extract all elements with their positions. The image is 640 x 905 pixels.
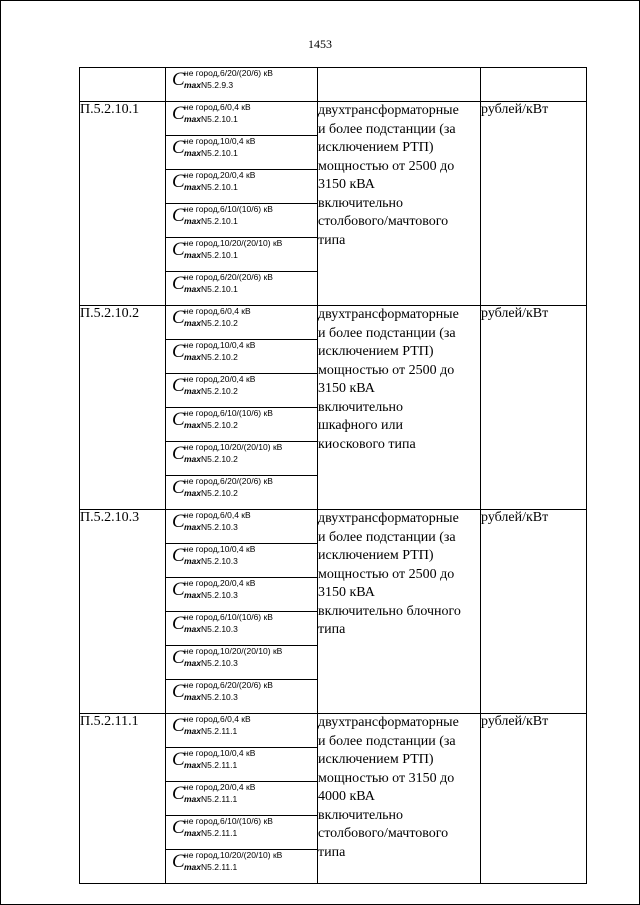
table-row-continued xyxy=(80,68,587,102)
formula: C не город,6/10/(10/6) кВ maxN5.2.10.2 xyxy=(172,408,273,430)
formula-subscript xyxy=(184,591,238,600)
formula-superscript: не город,6/20/(20/6) кВ xyxy=(184,476,273,486)
formula-cell xyxy=(166,612,318,646)
description-line: шкафного или xyxy=(318,418,404,433)
formula-cell xyxy=(166,476,318,510)
formula-cell xyxy=(166,782,318,816)
table-row xyxy=(80,714,587,748)
formula-subscript-max: max xyxy=(184,182,202,192)
formula-subscript xyxy=(184,115,238,124)
formula-subscript xyxy=(184,523,238,532)
description-line: исключением РТП) xyxy=(318,140,434,155)
description-line: 3150 кВА xyxy=(318,381,375,396)
formula-subscript-index: N5.2.10.1 xyxy=(201,216,238,226)
description-line: 3150 кВА xyxy=(318,585,375,600)
unit-cell-empty xyxy=(481,68,587,102)
formula-subscript-max: max xyxy=(184,828,202,838)
unit-cell: рублей/кВт xyxy=(481,102,587,306)
formula: C не город,10/0,4 кВ maxN5.2.10.1 xyxy=(172,136,256,158)
formula-superscript: не город,6/10/(10/6) кВ xyxy=(184,816,273,826)
description-cell xyxy=(318,714,481,884)
formula-superscript: не город,6/0,4 кВ xyxy=(184,306,251,316)
formula: C не город,6/20/(20/6) кВ maxN5.2.10.2 xyxy=(172,476,273,498)
formula: C не город,6/10/(10/6) кВ maxN5.2.10.1 xyxy=(172,204,273,226)
description-line: и более подстанции (за xyxy=(318,733,456,749)
description-line: исключением РТП) xyxy=(318,548,434,563)
formula: C не город,6/10/(10/6) кВ maxN5.2.11.1 xyxy=(172,816,273,838)
formula-cell xyxy=(166,680,318,714)
formula-superscript: не город,6/10/(10/6) кВ xyxy=(184,612,273,622)
formula-subscript-index: N5.2.10.2 xyxy=(201,420,238,430)
formula-subscript-max: max xyxy=(184,760,202,770)
formula-cell xyxy=(166,748,318,782)
formula-subscript xyxy=(184,795,237,804)
description-line: типа xyxy=(318,622,346,637)
formula-superscript: не город,20/0,4 кВ xyxy=(184,782,256,792)
formula-cell xyxy=(166,850,318,884)
description-line: двухтрансформаторные xyxy=(318,511,459,526)
unit-cell: рублей/кВт xyxy=(481,306,587,510)
formula: C не город,20/0,4 кВ maxN5.2.10.1 xyxy=(172,170,256,192)
description-line: мощностью от 2500 до xyxy=(318,158,455,174)
formula-subscript xyxy=(184,353,238,362)
description-line: мощностью от 2500 до xyxy=(318,362,455,378)
formula: C не город,6/0,4 кВ maxN5.2.11.1 xyxy=(172,714,251,736)
formula-subscript xyxy=(184,81,233,90)
formula-subscript-index: N5.2.10.2 xyxy=(201,318,238,328)
formula-superscript: не город,6/20/(20/6) кВ xyxy=(184,68,273,78)
formula: C не город,6/10/(10/6) кВ maxN5.2.10.3 xyxy=(172,612,273,634)
formula-subscript-max: max xyxy=(184,794,202,804)
description-line: исключением РТП) xyxy=(318,344,434,359)
description-line: 4000 кВА xyxy=(318,789,375,804)
formula-subscript-max: max xyxy=(184,692,202,702)
formula-superscript: не город,10/20/(20/10) кВ xyxy=(184,238,283,248)
formula: C не город,6/20/(20/6) кВ maxN5.2.10.3 xyxy=(172,680,273,702)
formula-subscript-index: N5.2.11.1 xyxy=(201,794,238,804)
formula-subscript xyxy=(184,217,238,226)
formula-cell xyxy=(166,442,318,476)
formula-subscript xyxy=(184,421,238,430)
description-line: исключением РТП) xyxy=(318,752,434,767)
formula-subscript xyxy=(184,659,238,668)
description-line: включительно xyxy=(318,399,404,415)
formula-subscript-max: max xyxy=(184,454,202,464)
description-line: включительно xyxy=(318,807,404,823)
description-line: двухтрансформаторные xyxy=(318,103,459,118)
formula-subscript-index: N5.2.10.3 xyxy=(201,556,238,566)
description-line: типа xyxy=(318,844,346,860)
formula: C не город,6/20/(20/6) кВ maxN5.2.10.1 xyxy=(172,272,273,294)
formula: C не город,20/0,4 кВ maxN5.2.10.2 xyxy=(172,374,256,396)
formula-subscript-max: max xyxy=(184,420,202,430)
formula: C не город,10/0,4 кВ maxN5.2.10.2 xyxy=(172,340,256,362)
description-line: мощностью от 3150 до xyxy=(318,770,455,786)
page-number: 1453 xyxy=(308,37,332,51)
formula-subscript-max: max xyxy=(184,522,202,532)
formula-subscript-index: N5.2.10.1 xyxy=(201,182,238,192)
formula-cell xyxy=(166,714,318,748)
formula-subscript-max: max xyxy=(184,250,202,260)
formula: C не город,10/20/(20/10) кВ maxN5.2.10.3 xyxy=(172,646,283,668)
description-line: мощностью от 2500 до xyxy=(318,566,455,582)
formula-cell xyxy=(166,374,318,408)
formula-cell xyxy=(166,136,318,170)
formula-subscript xyxy=(184,557,238,566)
formula-superscript: не город,10/20/(20/10) кВ xyxy=(184,646,283,656)
formula-subscript xyxy=(184,489,238,498)
formula-subscript-max: max xyxy=(184,148,202,158)
description-line: включительно xyxy=(318,195,404,211)
formula-subscript-max: max xyxy=(184,284,202,294)
formula-subscript-max: max xyxy=(184,862,202,872)
formula-cell xyxy=(166,544,318,578)
item-code: П.5.2.10.1 xyxy=(80,102,166,306)
formula-subscript-index: N5.2.11.1 xyxy=(201,828,238,838)
formula-superscript: не город,20/0,4 кВ xyxy=(184,374,256,384)
formula-subscript xyxy=(184,727,237,736)
formula-subscript-index: N5.2.10.1 xyxy=(201,284,238,294)
formula-subscript-index: N5.2.11.1 xyxy=(201,760,238,770)
description-cell xyxy=(318,510,481,714)
formula-cell xyxy=(166,578,318,612)
description-line: столбового/мачтового xyxy=(318,214,449,229)
description-line: двухтрансформаторные xyxy=(318,715,459,730)
formula-subscript xyxy=(184,387,238,396)
description-line: столбового/мачтового xyxy=(318,826,449,841)
formula-subscript-index: N5.2.10.3 xyxy=(201,692,238,702)
formula-superscript: не город,6/20/(20/6) кВ xyxy=(184,272,273,282)
formula-superscript: не город,6/10/(10/6) кВ xyxy=(184,408,273,418)
formula-cell xyxy=(166,646,318,680)
formula-superscript: не город,10/0,4 кВ xyxy=(184,544,256,554)
formula-subscript-max: max xyxy=(184,658,202,668)
item-code: П.5.2.10.3 xyxy=(80,510,166,714)
formula-cell xyxy=(166,238,318,272)
formula: C не город,6/0,4 кВ maxN5.2.10.2 xyxy=(172,306,251,328)
formula: C не город,10/0,4 кВ maxN5.2.11.1 xyxy=(172,748,256,770)
formula-subscript-index: N5.2.10.1 xyxy=(201,250,238,260)
formula-superscript: не город,10/0,4 кВ xyxy=(184,748,256,758)
formula-cell xyxy=(166,68,318,102)
formula-superscript: не город,6/0,4 кВ xyxy=(184,510,251,520)
formula-cell xyxy=(166,340,318,374)
formula-subscript-index: N5.2.10.3 xyxy=(201,658,238,668)
formula: C не город,6/0,4 кВ maxN5.2.10.3 xyxy=(172,510,251,532)
formula-subscript-index: N5.2.11.1 xyxy=(201,726,238,736)
description-cell-empty xyxy=(318,68,481,102)
formula-subscript-max: max xyxy=(184,386,202,396)
formula-subscript xyxy=(184,251,238,260)
description-line: и более подстанции (за xyxy=(318,121,456,137)
formula-superscript: не город,10/0,4 кВ xyxy=(184,136,256,146)
formula: C не город,20/0,4 кВ maxN5.2.11.1 xyxy=(172,782,256,804)
formula-subscript-index: N5.2.11.1 xyxy=(201,862,238,872)
unit-cell: рублей/кВт xyxy=(481,714,587,884)
formula-superscript: не город,20/0,4 кВ xyxy=(184,170,256,180)
formula-subscript-index: N5.2.10.3 xyxy=(201,522,238,532)
formula-subscript xyxy=(184,319,238,328)
formula-superscript: не город,10/20/(20/10) кВ xyxy=(184,850,283,860)
formula: C не город,20/0,4 кВ maxN5.2.10.3 xyxy=(172,578,256,600)
description-line: типа xyxy=(318,232,346,248)
formula-subscript-max: max xyxy=(184,318,202,328)
formula-subscript xyxy=(184,149,238,158)
formula-subscript-index: N5.2.10.1 xyxy=(201,114,238,124)
formula-subscript-index: N5.2.10.2 xyxy=(201,386,238,396)
formula-cell xyxy=(166,204,318,238)
formula-subscript-max: max xyxy=(184,352,202,362)
item-code: П.5.2.10.2 xyxy=(80,306,166,510)
formula-subscript-index: N5.2.10.2 xyxy=(201,352,238,362)
formula-superscript: не город,10/0,4 кВ xyxy=(184,340,256,350)
description-line: 3150 кВА xyxy=(318,177,375,192)
description-cell xyxy=(318,102,481,306)
formula-superscript: не город,10/20/(20/10) кВ xyxy=(184,442,283,452)
formula-superscript: не город,6/20/(20/6) кВ xyxy=(184,680,273,690)
formula-cell xyxy=(166,102,318,136)
table-row xyxy=(80,306,587,340)
unit-cell: рублей/кВт xyxy=(481,510,587,714)
formula-subscript xyxy=(184,863,237,872)
code-cell-empty xyxy=(80,68,166,102)
description-line: включительно блочного xyxy=(318,603,461,619)
formula-subscript-max: max xyxy=(184,216,202,226)
formula-superscript: не город,6/0,4 кВ xyxy=(184,714,251,724)
formula: C не город,10/20/(20/10) кВ maxN5.2.11.1 xyxy=(172,850,283,872)
formula-subscript-max: max xyxy=(184,114,202,124)
formula-subscript-index: N5.2.10.1 xyxy=(201,148,238,158)
formula-cell xyxy=(166,408,318,442)
formula-subscript-index: N5.2.10.2 xyxy=(201,454,238,464)
formula-cell xyxy=(166,272,318,306)
table-row xyxy=(80,102,587,136)
description-cell xyxy=(318,306,481,510)
formula-superscript: не город,20/0,4 кВ xyxy=(184,578,256,588)
formula: C не город,6/20/(20/6) кВ maxN5.2.9.3 xyxy=(172,68,273,90)
formula-superscript: не город,6/10/(10/6) кВ xyxy=(184,204,273,214)
formula-subscript xyxy=(184,183,238,192)
formula-subscript-max: max xyxy=(184,726,202,736)
description-line: двухтрансформаторные xyxy=(318,307,459,322)
tariff-table xyxy=(79,67,587,884)
description-line: и более подстанции (за xyxy=(318,325,456,341)
formula-subscript-index: N5.2.10.3 xyxy=(201,624,238,634)
formula-subscript-index: N5.2.10.3 xyxy=(201,590,238,600)
formula-subscript-max: max xyxy=(184,80,202,90)
formula-cell xyxy=(166,510,318,544)
formula-subscript-index: N5.2.10.2 xyxy=(201,488,238,498)
formula-subscript xyxy=(184,625,238,634)
formula: C не город,6/0,4 кВ maxN5.2.10.1 xyxy=(172,102,251,124)
formula: C не город,10/20/(20/10) кВ maxN5.2.10.2 xyxy=(172,442,283,464)
formula-subscript-max: max xyxy=(184,624,202,634)
formula: C не город,10/0,4 кВ maxN5.2.10.3 xyxy=(172,544,256,566)
table-row xyxy=(80,510,587,544)
formula: C не город,10/20/(20/10) кВ maxN5.2.10.1 xyxy=(172,238,283,260)
description-line: и более подстанции (за xyxy=(318,529,456,545)
formula-cell xyxy=(166,306,318,340)
item-code: П.5.2.11.1 xyxy=(80,714,166,884)
formula-subscript-max: max xyxy=(184,556,202,566)
formula-cell xyxy=(166,816,318,850)
formula-subscript-max: max xyxy=(184,590,202,600)
formula-superscript: не город,6/0,4 кВ xyxy=(184,102,251,112)
formula-cell xyxy=(166,170,318,204)
description-line: киоскового типа xyxy=(318,436,416,452)
formula-subscript xyxy=(184,761,237,770)
formula-subscript xyxy=(184,285,238,294)
formula-subscript-index: N5.2.9.3 xyxy=(201,80,234,90)
formula-subscript xyxy=(184,455,238,464)
formula-subscript xyxy=(184,829,237,838)
formula-subscript xyxy=(184,693,238,702)
formula-subscript-max: max xyxy=(184,488,202,498)
